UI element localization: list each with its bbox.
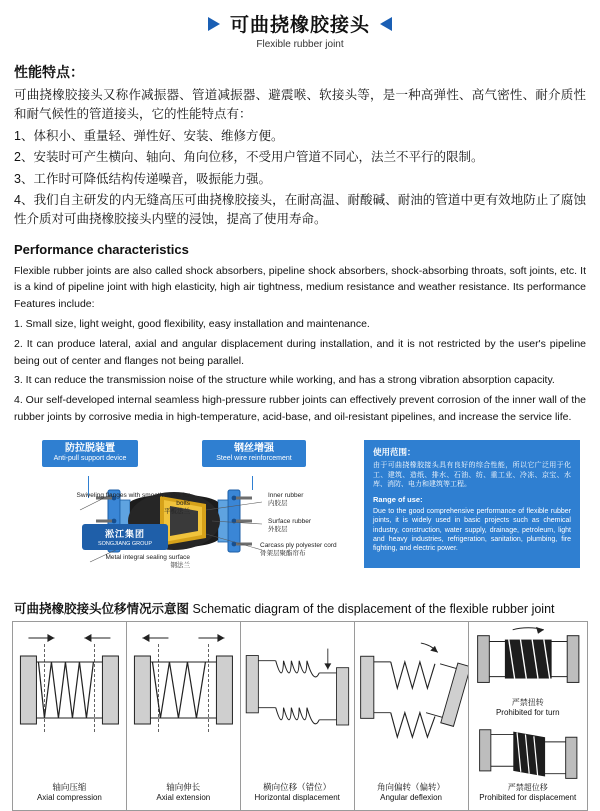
- cn-heading: 性能特点：: [14, 64, 84, 80]
- en-paragraph: Flexible rubber joints are also called shock absorbers, pipeline shock absorbers, shock-absorbing throats, soft joints, etc. It is a kind of pipeline joint with high elasticity, high air tightness, medium resistance and weather resistance. Its performance Features include:: [14, 264, 586, 311]
- schematic-cell-angular-deflexion: [355, 622, 469, 810]
- page-subtitle: Flexible rubber joint: [256, 39, 344, 50]
- schematic-cell-prohibited: [469, 622, 588, 810]
- cn-paragraph: 3、工作时可降低结构传递噪音，吸振能力强。: [14, 171, 271, 186]
- brand-logo: [82, 524, 168, 550]
- cell-caption: 角向偏转（偏转） Angular deflexion: [377, 781, 446, 802]
- prohibited-turn-caption: 严禁扭转 Prohibited for turn: [495, 697, 560, 718]
- schematic-heading-en: Schematic diagram of the displacement of the flexible rubber joint: [192, 601, 555, 616]
- page-title-band: [0, 10, 600, 50]
- tag-anti-pull-cn: 防拉脱装置: [65, 442, 115, 454]
- range-of-use-box: [364, 440, 580, 568]
- triangle-right-icon: [380, 17, 392, 31]
- callout-surface-rubber: Surface rubber 外胶层: [268, 517, 311, 533]
- tag-steel-wire-en: Steel wire reinforcement: [216, 454, 292, 462]
- schematic-cell-axial-extension: [127, 622, 241, 810]
- schematic-cell-horizontal-displacement: [241, 622, 355, 810]
- tag-steel-wire: [202, 440, 306, 467]
- page-title: 可曲挠橡胶接头: [229, 15, 370, 36]
- cell-caption: 轴向伸长 Axial extension: [156, 781, 211, 802]
- range-of-use-body-en: Due to the good comprehensive performance of flexible rubber joints, it is widely used in basic projects such as chemical industry, construction, water supply, drainage, petroleum, light and heavy industries, refrigeration, sanitation, plumbing, fire fighting, and electric power.: [373, 507, 571, 553]
- cn-paragraph: 1、体积小、重量轻、弹性好、安装、维修方便。: [14, 128, 284, 143]
- tag-anti-pull-en: Anti-pull support device: [53, 454, 127, 462]
- axial-extension-diagram: [127, 622, 240, 762]
- range-of-use-body-cn: 由于可曲挠橡胶接头具有良好的综合性能，所以它广泛用于化工、建筑、造纸、排水、石油、纺、重工业、冷冻、京宝、水库、消防、电力和建筑等工程。: [373, 462, 571, 489]
- product-photo: [26, 436, 362, 591]
- schematic-heading: [14, 599, 586, 617]
- tag-steel-wire-cn: 钢丝增强: [234, 442, 274, 454]
- brand-logo-cn: 淞江集团: [104, 528, 145, 539]
- en-paragraph: 3. It can reduce the transmission noise of the structure while working, and has a strong vibration absorption capacity.: [14, 374, 555, 387]
- range-of-use-title-cn: 使用范围：: [373, 446, 416, 457]
- callout-sealing-surface: Metal integral sealing surface 钢法兰: [105, 553, 190, 569]
- callout-inner-rubber: Inner rubber 内胶层: [268, 491, 304, 507]
- schematic-cell-axial-compression: [13, 622, 127, 810]
- en-paragraph: 1. Small size, light weight, good flexibility, easy installation and maintenance.: [14, 318, 370, 331]
- prohibited-displacement-diagram: [469, 726, 588, 784]
- callout-swivel-flange: Swiveling flanges with smooth holes for bolts 平板法兰: [76, 491, 190, 516]
- triangle-left-icon: [208, 17, 220, 31]
- cn-paragraph: 可曲挠橡胶接头又称作减振器、管道减振器、避震喉、软接头等，是一种高弹性、高气密性、耐介质性和耐气候性的管道接头，它的性能特点有：: [14, 88, 586, 122]
- schematic-heading-cn: 可曲挠橡胶接头位移情况示意图: [14, 601, 190, 616]
- prohibited-turn-diagram: [469, 624, 588, 698]
- prohibited-displacement-caption: 严禁超位移 Prohibited for displacement: [479, 783, 577, 803]
- cell-caption: 轴向压缩 Axial compression: [36, 781, 102, 802]
- product-figure-panel: [12, 436, 588, 591]
- cell-caption: 横向位移（错位） Horizontal displacement: [254, 781, 340, 802]
- page-root: [0, 10, 600, 803]
- range-of-use-title-en: Range of use:: [373, 494, 423, 504]
- angular-deflexion-diagram: [355, 622, 468, 762]
- horizontal-displacement-diagram: [241, 622, 354, 762]
- tag-anti-pull-device: [42, 440, 138, 467]
- axial-compression-diagram: [13, 622, 126, 762]
- schematic-grid: [12, 621, 588, 811]
- callout-carcass-ply: Carcass ply polyester cord 骨架层聚酯帘布: [260, 541, 337, 557]
- text-body: [0, 50, 600, 426]
- en-paragraph: 2. It can produce lateral, axial and angular displacement during installation, and it is not restricted by the user's pipeline being out of center and flanges not being parallel.: [14, 337, 586, 367]
- en-heading: Performance characteristics: [14, 241, 189, 257]
- title-row: [0, 10, 600, 37]
- brand-logo-en: SONGJIANG GROUP: [97, 540, 153, 547]
- en-paragraph: 4. Our self-developed internal seamless high-pressure rubber joints can effectively prevent corrosion of the inner wall of the rubber joints by corrosive media in high-temperature, acid-base, and oil-resistant pipelines, and increase the service life.: [14, 394, 586, 423]
- cn-paragraph: 4、我们自主研发的内无缝高压可曲挠橡胶接头，在耐高温、耐酸碱、耐油的管道中更有效地防止了腐蚀性介质对可曲挠橡胶接头内壁的浸蚀，提高了使用寿命。: [14, 192, 586, 227]
- cn-paragraph: 2、安装时可产生横向、轴向、角向位移，不受用户管道不同心，法兰不平行的限制。: [14, 150, 484, 165]
